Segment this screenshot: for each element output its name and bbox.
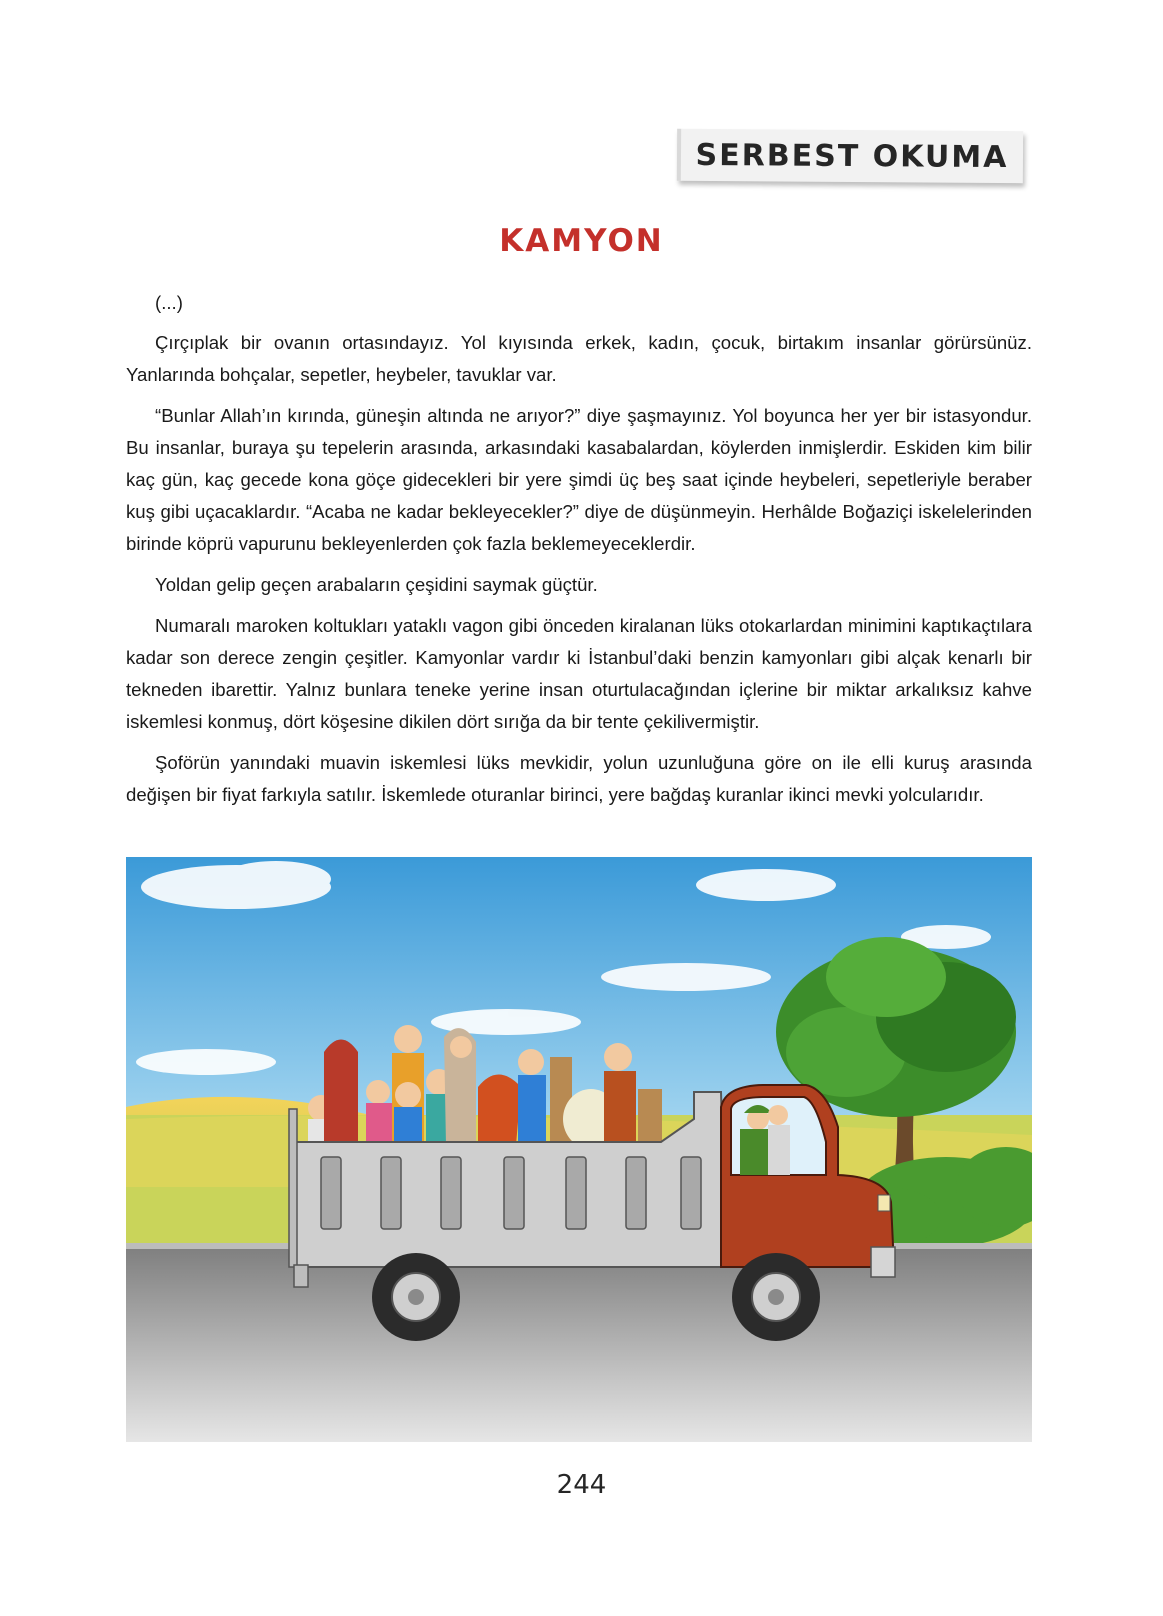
page-number: 244 <box>556 1470 607 1500</box>
truck-illustration <box>126 857 1032 1442</box>
paragraph: Yoldan gelip geçen arabaların çeşidini saymak güçtür. <box>155 574 598 595</box>
paragraph-ellipsis: (...) <box>155 292 183 313</box>
story-body <box>126 287 1032 820</box>
road <box>126 1247 1032 1442</box>
paragraph: Numaralı maroken koltukları yataklı vagon gibi önceden kiralanan lüks otokarlardan minimini kaptıkaçtılara kadar son derece zengin çeşitler. Kamyonlar vardır ki İstanbul’daki benzin kamyonları gibi alçak kenarlı bir tekneden ibarettir. Yalnız bunlara teneke yerine insan oturtulacağından içlerine bir miktar arkalıksız kahve iskemlesi konmuş, dört köşesine dikilen dört sırığa da bir tente çekilivermiştir. <box>126 615 1032 732</box>
paragraph: Şoförün yanındaki muavin iskemlesi lüks mevkidir, yolun uzunluğuna göre on ile elli kuruş arasında değişen bir fiyat farkıyla satılır. İskemlede oturanlar birinci, yere bağdaş kuranlar ikinci mevki yolcularıdır. <box>126 752 1032 805</box>
story-title: KAMYON <box>499 223 664 259</box>
section-label: SERBEST OKUMA <box>695 137 1009 175</box>
paragraph: “Bunlar Allah’ın kırında, güneşin altında ne arıyor?” diye şaşmayınız. Yol boyunca her yer bir istasyondur. Bu insanlar, buraya şu tepelerin arasında, arkasındaki kasabalardan, köylerden inmişlerdir. Eskiden kim bilir kaç gün, kaç gecede kona göçe gidecekleri bir yere şimdi üç beş saat içinde heybeleri, sepetleriyle beraber kuş gibi uçacaklardır. “Acaba ne kadar bekleyecekler?” diye de düşünmeyin. Herhâlde Boğaziçi iskelelerinden birinde köprü vapurunu bekleyenlerden çok fazla beklemeyeceklerdir. <box>126 405 1032 554</box>
section-label-tag <box>677 129 1023 183</box>
paragraph: Çırçıplak bir ovanın ortasındayız. Yol kıyısında erkek, kadın, çocuk, birtakım insanlar görürsünüz. Yanlarında bohçalar, sepetler, heybeler, tavuklar var. <box>126 332 1032 385</box>
